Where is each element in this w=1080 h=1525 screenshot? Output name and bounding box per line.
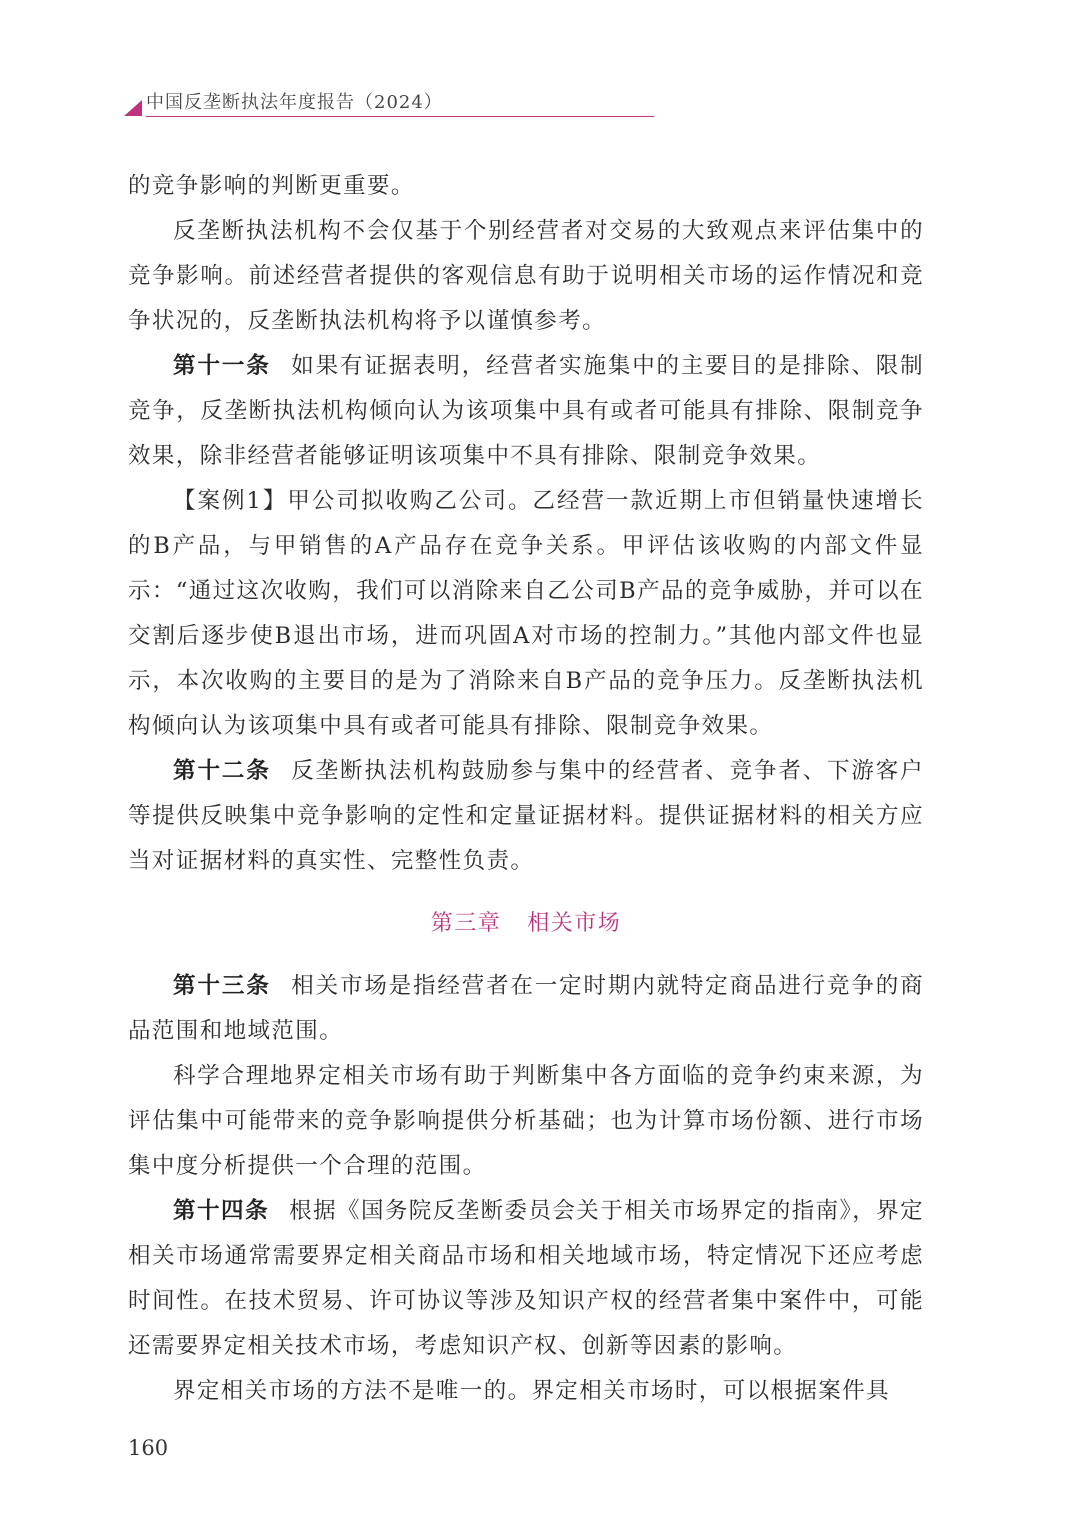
header-title: 中国反垄断执法年度报告（2024） — [146, 92, 443, 113]
header-triangle-marker — [124, 100, 142, 116]
chapter-title: 相关市场 — [527, 911, 622, 936]
article-text: 如果有证据表明，经营者实施集中的主要目的是排除、限制竞争，反垄断执法机构倾向认为该项集中具有或者可能具有排除、限制竞争效果，除非经营者能够证明该项集中不具有排除、限制竞争效果。 — [128, 353, 924, 469]
chapter-number: 第三章 — [430, 911, 502, 936]
article-label: 第十三条 — [173, 973, 271, 999]
case-paragraph: 【案例1】甲公司拟收购乙公司。乙经营一款近期上市但销量快速增长的B产品，与甲销售的A产品存在竞争关系。甲评估该收购的内部文件显示：“通过这次收购，我们可以消除来自乙公司B产品的竞争威胁，并可以在交割后逐步使B退出市场，进而巩固A对市场的控制力。”其他内部文件也显示，本次收购的主要目的是为了消除来自B产品的竞争压力。反垄断执法机构倾向认为该项集中具有或者可能具有排除、限制竞争效果。 — [128, 488, 924, 739]
paragraph: 反垄断执法机构不会仅基于个别经营者对交易的大致观点来评估集中的竞争影响。前述经营者提供的客观信息有助于说明相关市场的运作情况和竞争状况的，反垄断执法机构将予以谨慎参考。 — [128, 218, 924, 334]
paragraph: 的竞争影响的判断更重要。 — [128, 173, 415, 199]
chapter-heading — [128, 902, 924, 946]
article-13 — [128, 964, 924, 1054]
header-rule — [146, 116, 654, 117]
article-label: 第十一条 — [173, 353, 271, 379]
article-text: 相关市场是指经营者在一定时期内就特定商品进行竞争的商品范围和地域范围。 — [128, 973, 924, 1044]
article-label: 第十二条 — [173, 758, 271, 784]
article-label: 第十四条 — [173, 1198, 270, 1224]
article-11 — [128, 344, 924, 479]
paragraph: 科学合理地界定相关市场有助于判断集中各方面临的竞争约束来源，为评估集中可能带来的竞争影响提供分析基础；也为计算市场份额、进行市场集中度分析提供一个合理的范围。 — [128, 1063, 924, 1179]
page-body — [128, 164, 924, 1414]
article-12 — [128, 749, 924, 884]
article-text: 根据《国务院反垄断委员会关于相关市场界定的指南》，界定相关市场通常需要界定相关商品市场和相关地域市场，特定情况下还应考虑时间性。在技术贸易、许可协议等涉及知识产权的经营者集中案件中，可能还需要界定相关技术市场，考虑知识产权、创新等因素的影响。 — [128, 1198, 924, 1359]
paragraph: 界定相关市场的方法不是唯一的。界定相关市场时，可以根据案件具 — [173, 1378, 891, 1404]
article-14 — [128, 1189, 924, 1369]
page-number: 160 — [128, 1436, 169, 1460]
article-text: 反垄断执法机构鼓励参与集中的经营者、竞争者、下游客户等提供反映集中竞争影响的定性和定量证据材料。提供证据材料的相关方应当对证据材料的真实性、完整性负责。 — [128, 758, 924, 874]
running-header — [124, 88, 654, 120]
